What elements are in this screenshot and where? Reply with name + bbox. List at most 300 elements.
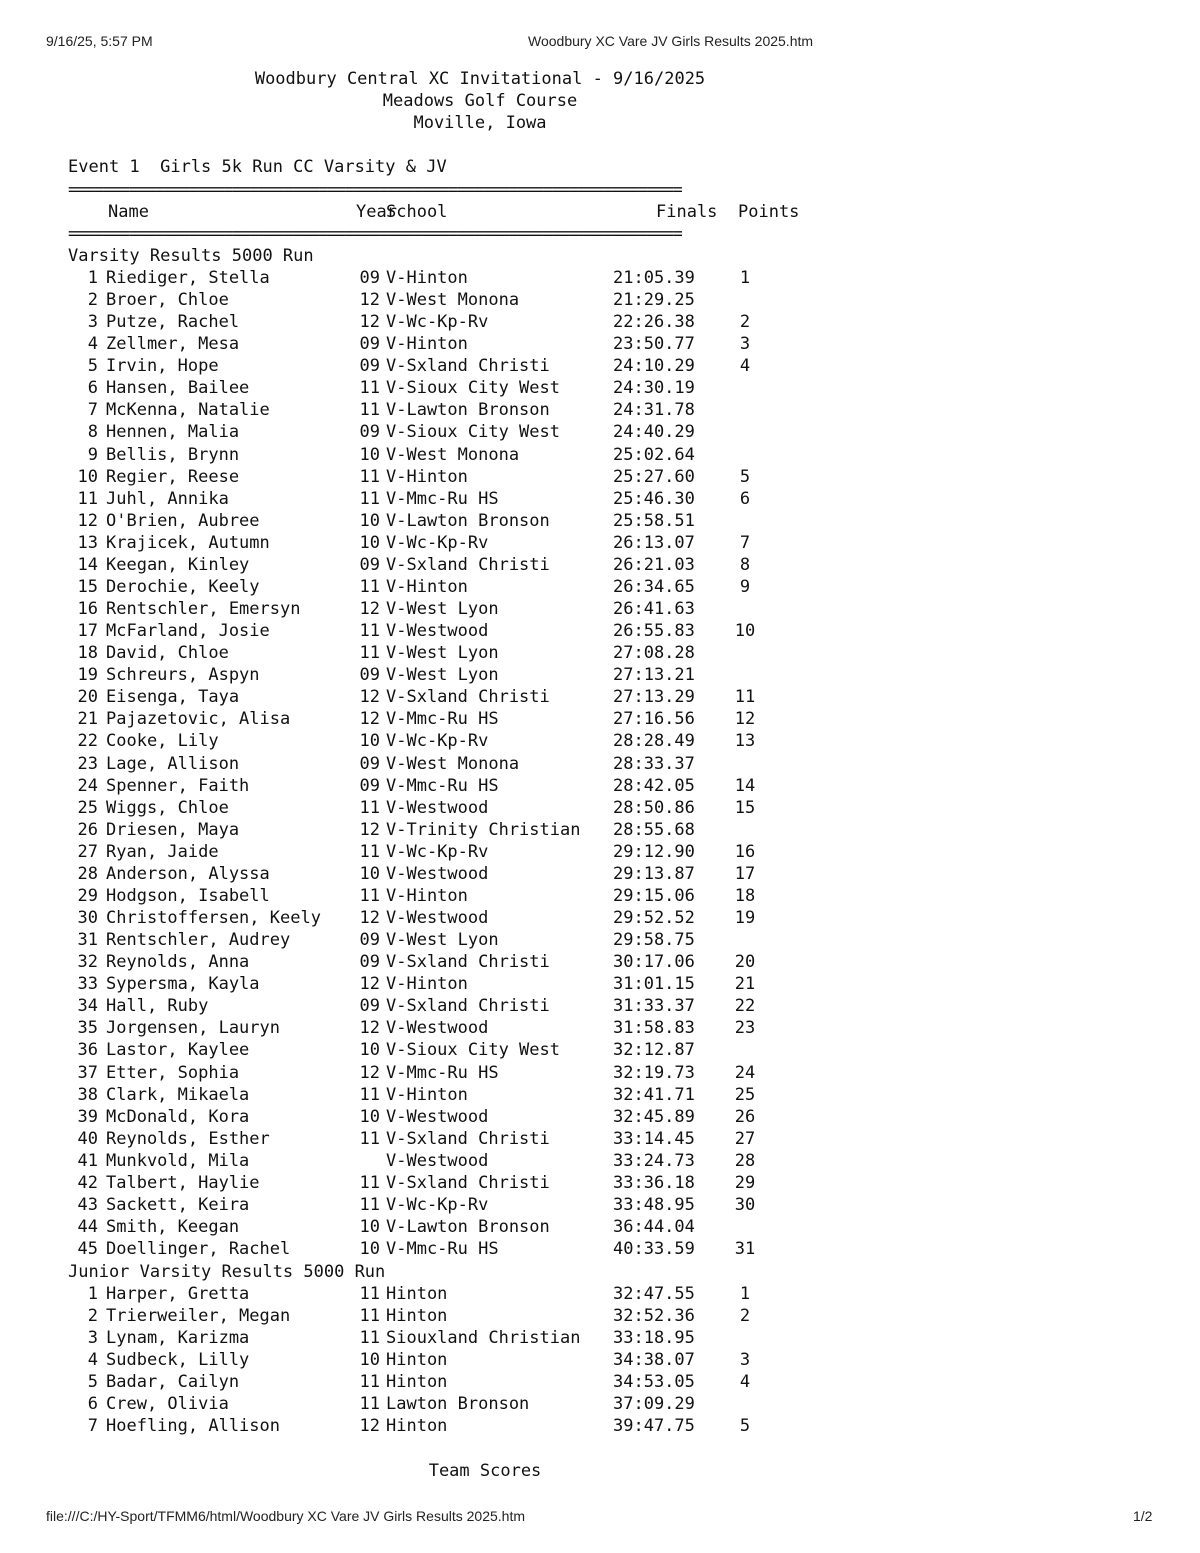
result-name: Hodgson, Isabell xyxy=(106,885,270,906)
result-year: 11 xyxy=(359,1372,380,1393)
result-name: Sackett, Keira xyxy=(106,1194,250,1215)
result-points: 21 xyxy=(734,974,756,995)
result-time: 28:33.37 xyxy=(613,753,695,774)
result-school: V-Hinton xyxy=(386,974,468,995)
separator-top: ======================================================================= xyxy=(68,180,682,200)
result-points: 29 xyxy=(734,1172,756,1193)
result-place: 17 xyxy=(77,621,98,642)
result-school: V-West Lyon xyxy=(386,665,499,686)
result-points: 1 xyxy=(739,1284,751,1304)
result-row xyxy=(46,267,806,289)
result-year: 09 xyxy=(359,930,380,951)
result-year: 10 xyxy=(359,444,380,465)
result-year: 11 xyxy=(359,1394,380,1415)
result-year: 12 xyxy=(359,974,380,995)
result-place: 19 xyxy=(77,665,98,686)
result-time: 30:17.06 xyxy=(613,952,695,973)
result-time: 26:34.65 xyxy=(613,576,695,597)
result-time: 28:55.68 xyxy=(613,819,695,840)
result-name: Talbert, Haylie xyxy=(106,1172,260,1193)
result-time: 32:47.55 xyxy=(613,1284,695,1304)
result-place: 22 xyxy=(77,731,98,752)
result-school: V-Sioux City West xyxy=(386,378,560,399)
result-name: Crew, Olivia xyxy=(106,1394,229,1415)
result-row xyxy=(46,1393,806,1415)
result-name: McKenna, Natalie xyxy=(106,400,270,421)
result-school: V-Lawton Bronson xyxy=(386,510,550,531)
result-year: 11 xyxy=(359,1328,380,1349)
result-school: V-Mmc-Ru HS xyxy=(386,709,499,730)
result-place: 34 xyxy=(77,996,98,1017)
meet-title: Woodbury Central XC Invitational - 9/16/2025 xyxy=(254,69,706,89)
result-school: V-Sioux City West xyxy=(386,1040,560,1061)
result-place: 11 xyxy=(77,488,98,509)
result-name: Zellmer, Mesa xyxy=(106,334,240,355)
result-time: 25:02.64 xyxy=(613,444,695,465)
result-time: 28:50.86 xyxy=(613,797,695,818)
result-points: 5 xyxy=(739,1416,751,1437)
result-row xyxy=(46,311,806,333)
result-row xyxy=(46,466,806,488)
result-points: 25 xyxy=(734,1084,756,1105)
result-year: 10 xyxy=(359,1239,380,1260)
result-points: 27 xyxy=(734,1128,756,1149)
result-school: V-Sxland Christi xyxy=(386,1128,550,1149)
result-time: 31:01.15 xyxy=(613,974,695,995)
result-points: 31 xyxy=(734,1239,756,1260)
result-name: Sypersma, Kayla xyxy=(106,974,260,995)
result-name: Reynolds, Anna xyxy=(106,952,250,973)
result-year: 10 xyxy=(359,510,380,531)
result-school: V-Sxland Christi xyxy=(386,1172,550,1193)
result-school: V-Sxland Christi xyxy=(386,356,550,377)
result-year: 10 xyxy=(359,1350,380,1371)
result-school: V-Hinton xyxy=(386,1084,468,1105)
result-time: 26:55.83 xyxy=(613,621,695,642)
result-points: 3 xyxy=(739,334,751,355)
result-time: 32:12.87 xyxy=(613,1040,695,1061)
result-row xyxy=(46,753,806,775)
result-name: Clark, Mikaela xyxy=(106,1084,250,1105)
result-school: Hinton xyxy=(386,1372,448,1393)
result-place: 2 xyxy=(87,290,98,311)
result-name: Bellis, Brynn xyxy=(106,444,240,465)
result-name: Badar, Cailyn xyxy=(106,1372,240,1393)
result-place: 27 xyxy=(77,841,98,862)
result-year: 11 xyxy=(359,1306,380,1327)
result-time: 23:50.77 xyxy=(613,334,695,355)
result-place: 40 xyxy=(77,1128,98,1149)
result-time: 27:13.29 xyxy=(613,687,695,708)
result-place: 2 xyxy=(87,1306,98,1327)
result-points: 13 xyxy=(734,731,756,752)
result-year: 09 xyxy=(359,996,380,1017)
result-place: 13 xyxy=(77,532,98,553)
result-time: 39:47.75 xyxy=(613,1416,695,1437)
result-points: 11 xyxy=(734,687,756,708)
result-time: 26:21.03 xyxy=(613,554,695,575)
result-time: 21:29.25 xyxy=(613,290,695,311)
result-year: 11 xyxy=(359,1128,380,1149)
result-place: 14 xyxy=(77,554,98,575)
result-points: 5 xyxy=(739,466,751,487)
result-school: V-West Lyon xyxy=(386,930,499,951)
result-row xyxy=(46,620,806,642)
result-row xyxy=(46,576,806,598)
result-school: V-Westwood xyxy=(386,1106,489,1127)
result-place: 7 xyxy=(87,1416,98,1437)
result-name: Etter, Sophia xyxy=(106,1062,240,1083)
column-finals: Finals xyxy=(656,202,718,222)
result-name: Trierweiler, Megan xyxy=(106,1306,291,1327)
result-place: 16 xyxy=(77,599,98,620)
result-time: 33:36.18 xyxy=(613,1172,695,1193)
result-place: 20 xyxy=(77,687,98,708)
result-row xyxy=(46,841,806,863)
result-place: 1 xyxy=(87,268,98,288)
result-time: 27:16.56 xyxy=(613,709,695,730)
result-row xyxy=(46,995,806,1017)
result-school: V-Hinton xyxy=(386,268,468,288)
result-year: 11 xyxy=(359,797,380,818)
result-row xyxy=(46,642,806,664)
result-name: Schreurs, Aspyn xyxy=(106,665,260,686)
result-year: 11 xyxy=(359,885,380,906)
result-row xyxy=(46,885,806,907)
result-school: V-Wc-Kp-Rv xyxy=(386,731,489,752)
result-year: 11 xyxy=(359,1084,380,1105)
result-place: 33 xyxy=(77,974,98,995)
result-year: 10 xyxy=(359,1106,380,1127)
result-school: Hinton xyxy=(386,1416,448,1437)
result-year: 10 xyxy=(359,863,380,884)
result-name: Lynam, Karizma xyxy=(106,1328,250,1349)
result-row xyxy=(46,421,806,443)
result-name: Christoffersen, Keely xyxy=(106,908,321,929)
result-school: V-Hinton xyxy=(386,885,468,906)
result-row xyxy=(46,1106,806,1128)
result-place: 44 xyxy=(77,1217,98,1237)
result-place: 6 xyxy=(87,1394,98,1415)
result-time: 32:19.73 xyxy=(613,1062,695,1083)
result-time: 36:44.04 xyxy=(613,1217,695,1237)
result-name: Hennen, Malia xyxy=(106,422,240,443)
result-time: 33:14.45 xyxy=(613,1128,695,1149)
result-row xyxy=(46,532,806,554)
result-time: 31:58.83 xyxy=(613,1018,695,1039)
result-year: 11 xyxy=(359,643,380,664)
result-time: 32:52.36 xyxy=(613,1306,695,1327)
result-row xyxy=(46,1238,806,1260)
result-school: Hinton xyxy=(386,1284,448,1304)
result-place: 1 xyxy=(87,1284,98,1304)
result-row xyxy=(46,819,806,841)
result-place: 4 xyxy=(87,334,98,355)
result-points: 1 xyxy=(739,268,751,288)
result-name: Hoefling, Allison xyxy=(106,1416,280,1437)
result-time: 34:38.07 xyxy=(613,1350,695,1371)
result-year: 12 xyxy=(359,599,380,620)
result-row xyxy=(46,377,806,399)
result-points: 12 xyxy=(734,709,756,730)
result-points: 8 xyxy=(739,554,751,575)
result-row xyxy=(46,554,806,576)
result-school: V-West Monona xyxy=(386,444,520,465)
result-place: 25 xyxy=(77,797,98,818)
result-time: 29:58.75 xyxy=(613,930,695,951)
result-row xyxy=(46,1194,806,1216)
column-year: Year xyxy=(356,202,397,222)
result-place: 35 xyxy=(77,1018,98,1039)
result-row xyxy=(46,598,806,620)
result-year: 09 xyxy=(359,268,380,288)
result-place: 37 xyxy=(77,1062,98,1083)
result-year: 12 xyxy=(359,1416,380,1437)
result-school: V-Sxland Christi xyxy=(386,687,550,708)
result-name: Wiggs, Chloe xyxy=(106,797,229,818)
result-place: 4 xyxy=(87,1350,98,1371)
result-place: 24 xyxy=(77,775,98,796)
event-label: Event 1 Girls 5k Run CC Varsity & JV xyxy=(68,157,447,177)
result-school: V-Westwood xyxy=(386,863,489,884)
result-place: 38 xyxy=(77,1084,98,1105)
result-year: 09 xyxy=(359,665,380,686)
result-name: Hall, Ruby xyxy=(106,996,209,1017)
result-place: 30 xyxy=(77,908,98,929)
team-scores-heading: Team Scores xyxy=(428,1461,542,1481)
result-time: 24:40.29 xyxy=(613,422,695,443)
result-place: 9 xyxy=(87,444,98,465)
result-row xyxy=(46,686,806,708)
result-row xyxy=(46,1283,806,1305)
result-school: V-Westwood xyxy=(386,908,489,929)
result-row xyxy=(46,973,806,995)
result-time: 31:33.37 xyxy=(613,996,695,1017)
result-row xyxy=(46,797,806,819)
result-place: 3 xyxy=(87,1328,98,1349)
result-row xyxy=(46,488,806,510)
result-time: 29:13.87 xyxy=(613,863,695,884)
result-name: Munkvold, Mila xyxy=(106,1150,250,1171)
result-name: Lage, Allison xyxy=(106,753,240,774)
result-school: Siouxland Christian xyxy=(386,1328,581,1349)
meet-venue: Meadows Golf Course xyxy=(382,91,578,111)
result-place: 41 xyxy=(77,1150,98,1171)
result-place: 42 xyxy=(77,1172,98,1193)
result-points: 2 xyxy=(739,312,751,333)
result-name: Keegan, Kinley xyxy=(106,554,250,575)
result-year: 11 xyxy=(359,1284,380,1304)
result-name: Anderson, Alyssa xyxy=(106,863,270,884)
result-time: 24:30.19 xyxy=(613,378,695,399)
result-year: 09 xyxy=(359,775,380,796)
result-place: 18 xyxy=(77,643,98,664)
result-row xyxy=(46,333,806,355)
result-school: V-Sxland Christi xyxy=(386,554,550,575)
result-points: 30 xyxy=(734,1194,756,1215)
result-name: Cooke, Lily xyxy=(106,731,219,752)
result-row xyxy=(46,1172,806,1194)
result-year: 12 xyxy=(359,1062,380,1083)
result-name: Broer, Chloe xyxy=(106,290,229,311)
result-points: 9 xyxy=(739,576,751,597)
print-footer-page: 1/2 xyxy=(1133,1508,1153,1524)
result-row xyxy=(46,1062,806,1084)
result-place: 31 xyxy=(77,930,98,951)
result-row xyxy=(46,863,806,885)
result-name: Smith, Keegan xyxy=(106,1217,240,1237)
result-time: 28:42.05 xyxy=(613,775,695,796)
result-year: 12 xyxy=(359,709,380,730)
result-place: 6 xyxy=(87,378,98,399)
result-points: 6 xyxy=(739,488,751,509)
result-place: 36 xyxy=(77,1040,98,1061)
result-points: 19 xyxy=(734,908,756,929)
result-place: 45 xyxy=(77,1239,98,1260)
result-row xyxy=(46,510,806,532)
separator-bottom: ======================================================================= xyxy=(68,224,682,244)
result-place: 21 xyxy=(77,709,98,730)
result-points: 4 xyxy=(739,1372,751,1393)
result-year: 11 xyxy=(359,1172,380,1193)
result-school: V-Wc-Kp-Rv xyxy=(386,1194,489,1215)
result-time: 26:41.63 xyxy=(613,599,695,620)
result-time: 40:33.59 xyxy=(613,1239,695,1260)
result-time: 29:12.90 xyxy=(613,841,695,862)
result-row xyxy=(46,355,806,377)
result-time: 34:53.05 xyxy=(613,1372,695,1393)
result-row xyxy=(46,1150,806,1172)
result-place: 8 xyxy=(87,422,98,443)
result-time: 27:13.21 xyxy=(613,665,695,686)
result-row xyxy=(46,1084,806,1106)
result-name: Regier, Reese xyxy=(106,466,240,487)
result-year: 12 xyxy=(359,290,380,311)
result-row xyxy=(46,951,806,973)
result-name: Juhl, Annika xyxy=(106,488,229,509)
result-year: 10 xyxy=(359,731,380,752)
result-name: McFarland, Josie xyxy=(106,621,270,642)
column-points: Points xyxy=(738,202,800,222)
jv-heading: Junior Varsity Results 5000 Run xyxy=(68,1262,386,1282)
result-row xyxy=(46,664,806,686)
result-row xyxy=(46,1349,806,1371)
result-row xyxy=(46,1017,806,1039)
print-datetime: 9/16/25, 5:57 PM xyxy=(46,33,153,49)
print-doc-title: Woodbury XC Vare JV Girls Results 2025.htm xyxy=(528,33,814,49)
result-school: V-Trinity Christian xyxy=(386,819,581,840)
result-year: 11 xyxy=(359,621,380,642)
result-time: 32:41.71 xyxy=(613,1084,695,1105)
result-row xyxy=(46,444,806,466)
result-year: 11 xyxy=(359,841,380,862)
result-year: 11 xyxy=(359,400,380,421)
result-points: 16 xyxy=(734,841,756,862)
result-points: 23 xyxy=(734,1018,756,1039)
result-school: V-West Lyon xyxy=(386,643,499,664)
result-year: 09 xyxy=(359,753,380,774)
result-points: 20 xyxy=(734,952,756,973)
result-year: 11 xyxy=(359,378,380,399)
result-place: 39 xyxy=(77,1106,98,1127)
result-row xyxy=(46,1415,806,1437)
result-time: 24:31.78 xyxy=(613,400,695,421)
result-name: Jorgensen, Lauryn xyxy=(106,1018,280,1039)
result-points: 14 xyxy=(734,775,756,796)
result-school: V-West Lyon xyxy=(386,599,499,620)
result-year: 12 xyxy=(359,819,380,840)
result-year: 11 xyxy=(359,1194,380,1215)
result-name: Hansen, Bailee xyxy=(106,378,250,399)
result-row xyxy=(46,1305,806,1327)
result-name: Pajazetovic, Alisa xyxy=(106,709,291,730)
result-row xyxy=(46,708,806,730)
result-name: Sudbeck, Lilly xyxy=(106,1350,250,1371)
result-name: Lastor, Kaylee xyxy=(106,1040,250,1061)
result-year: 12 xyxy=(359,908,380,929)
result-time: 33:24.73 xyxy=(613,1150,695,1171)
result-school: V-Westwood xyxy=(386,797,489,818)
result-school: V-Lawton Bronson xyxy=(386,400,550,421)
result-place: 5 xyxy=(87,356,98,377)
result-time: 25:27.60 xyxy=(613,466,695,487)
result-name: Derochie, Keely xyxy=(106,576,260,597)
result-school: V-Hinton xyxy=(386,334,468,355)
result-school: V-Wc-Kp-Rv xyxy=(386,841,489,862)
result-time: 29:15.06 xyxy=(613,885,695,906)
result-school: V-Hinton xyxy=(386,466,468,487)
result-time: 32:45.89 xyxy=(613,1106,695,1127)
result-year: 10 xyxy=(359,1217,380,1237)
result-points: 26 xyxy=(734,1106,756,1127)
result-school: V-Wc-Kp-Rv xyxy=(386,312,489,333)
result-time: 29:52.52 xyxy=(613,908,695,929)
result-points: 3 xyxy=(739,1350,751,1371)
result-place: 10 xyxy=(77,466,98,487)
result-place: 29 xyxy=(77,885,98,906)
result-school: V-Lawton Bronson xyxy=(386,1217,550,1237)
result-place: 12 xyxy=(77,510,98,531)
result-name: Driesen, Maya xyxy=(106,819,240,840)
result-year: 09 xyxy=(359,422,380,443)
result-school: Hinton xyxy=(386,1350,448,1371)
result-year: 09 xyxy=(359,334,380,355)
result-points: 22 xyxy=(734,996,756,1017)
meet-location: Moville, Iowa xyxy=(413,113,547,133)
result-row xyxy=(46,1128,806,1150)
result-name: Putze, Rachel xyxy=(106,312,240,333)
result-time: 37:09.29 xyxy=(613,1394,695,1415)
result-points: 2 xyxy=(739,1306,751,1327)
result-row xyxy=(46,1216,806,1238)
result-place: 26 xyxy=(77,819,98,840)
result-school: V-Westwood xyxy=(386,621,489,642)
result-points: 17 xyxy=(734,863,756,884)
result-school: V-Sxland Christi xyxy=(386,996,550,1017)
result-points: 28 xyxy=(734,1150,756,1171)
result-row xyxy=(46,289,806,311)
result-place: 15 xyxy=(77,576,98,597)
result-year: 10 xyxy=(359,532,380,553)
result-name: McDonald, Kora xyxy=(106,1106,250,1127)
result-name: Harper, Gretta xyxy=(106,1284,250,1304)
result-time: 21:05.39 xyxy=(613,268,695,288)
result-name: Rentschler, Audrey xyxy=(106,930,291,951)
result-row xyxy=(46,1371,806,1393)
column-header-row xyxy=(46,201,806,223)
result-school: Lawton Bronson xyxy=(386,1394,530,1415)
result-school: V-Westwood xyxy=(386,1018,489,1039)
